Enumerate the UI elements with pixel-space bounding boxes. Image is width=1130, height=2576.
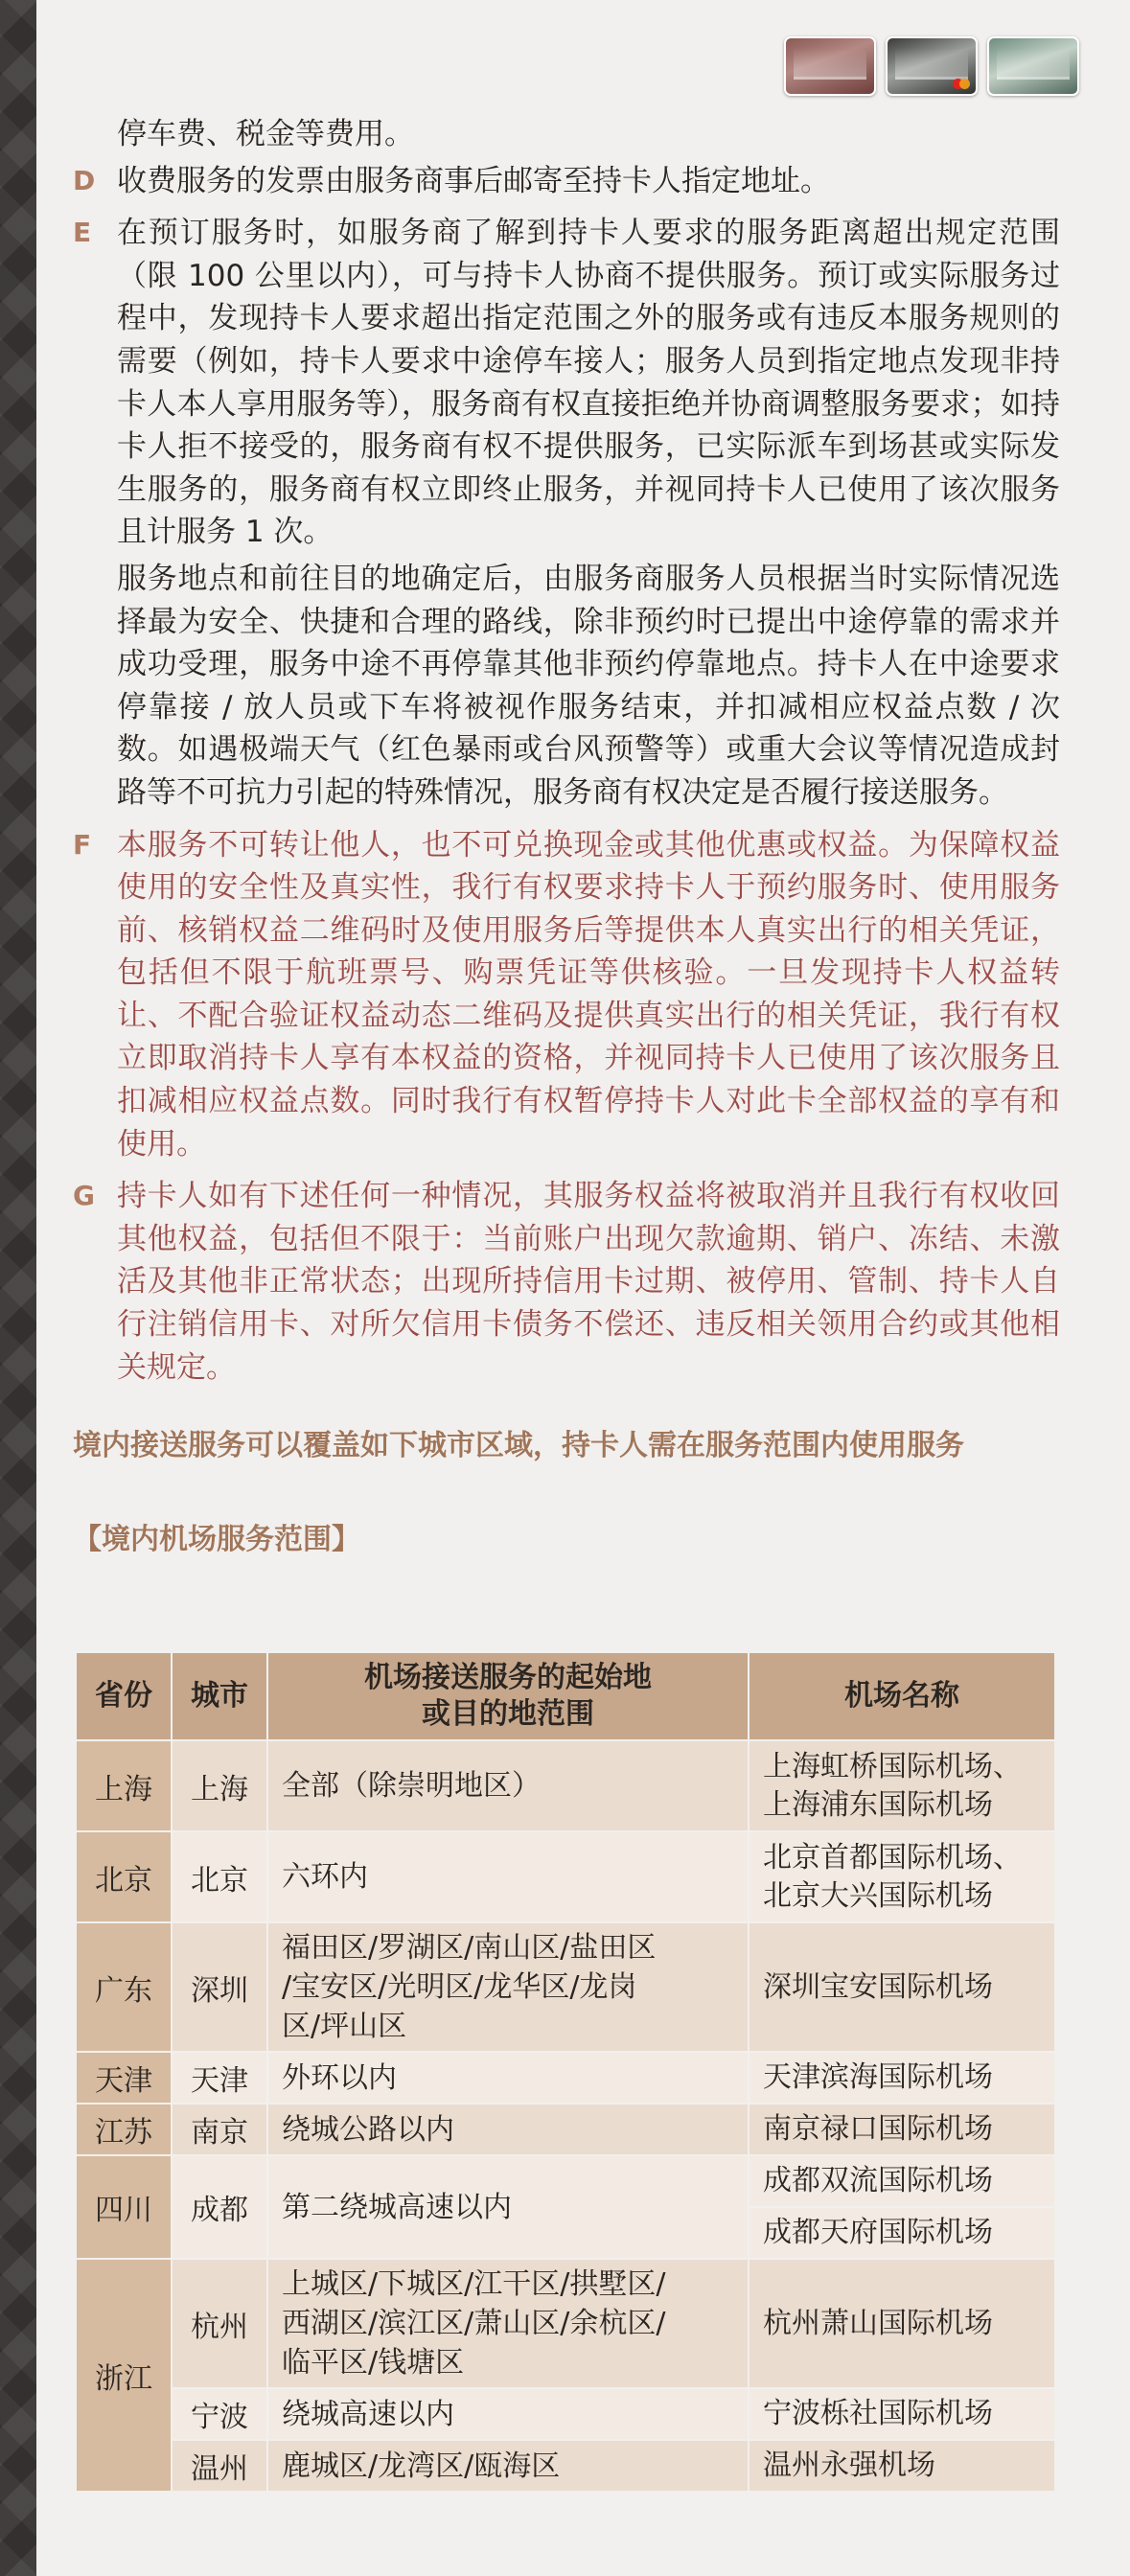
- city-cell: 深圳: [172, 1922, 267, 2052]
- area-cell: 外环以内: [267, 2052, 749, 2104]
- city-cell: 宁波: [172, 2388, 267, 2440]
- term-letter: F: [73, 828, 92, 861]
- table-row: [76, 2440, 1055, 2492]
- table-row: [76, 1740, 1055, 1831]
- term-text: 在预订服务时，如服务商了解到持卡人要求的服务距离超出规定范围（限 100 公里以内），可与持卡人协商不提供服务。预订或实际服务过程中，发现持卡人要求超出指定范围之外的服务或有违反本服务规则的需要（例如，持卡人要求中途停车接人；服务人员到指定地点发现非持卡人本人享用服务等），服务商有权直接拒绝并协商调整服务要求；如持卡人拒不接受的，服务商有权不提供服务，已实际派车到场甚或实际发生服务的，服务商有权立即终止服务，并视同持卡人已使用了该次服务且计服务 1 次。: [117, 216, 1060, 550]
- table-row: [76, 2104, 1055, 2155]
- table-row: [76, 2388, 1055, 2440]
- area-cell: 六环内: [267, 1831, 749, 1922]
- province-cell: 广东: [76, 1922, 172, 2052]
- province-cell: 天津: [76, 2052, 172, 2104]
- terms-content: [73, 113, 1060, 1557]
- credit-card-thumbnail-2: [886, 36, 978, 96]
- term-letter: G: [73, 1180, 95, 1212]
- airport-cell: 南京禄口国际机场: [749, 2104, 1055, 2155]
- header-province: 省份: [76, 1652, 172, 1740]
- table-row: [76, 1922, 1055, 2052]
- term-item-d: [73, 160, 1060, 203]
- term-item-e: [73, 212, 1060, 554]
- airport-cell: 成都天府国际机场: [749, 2207, 1055, 2259]
- table-row: [76, 2155, 1055, 2207]
- domestic-airport-scope-label: 【境内机场服务范围】: [73, 1523, 360, 1557]
- header-airport-name: 机场名称: [749, 1652, 1055, 1740]
- airport-cell: 成都双流国际机场: [749, 2155, 1055, 2207]
- term-item-g: [73, 1175, 1060, 1389]
- airport-cell: 杭州萧山国际机场: [749, 2259, 1055, 2388]
- mastercard-logo-icon: [953, 79, 970, 89]
- area-cell: 福田区/罗湖区/南山区/盐田区 /宝安区/光明区/龙华区/龙岗 区/坪山区: [267, 1922, 749, 2052]
- airport-cell: 北京首都国际机场、 北京大兴国际机场: [749, 1831, 1055, 1922]
- table-row: [76, 1831, 1055, 1922]
- term-text: 收费服务的发票由服务商事后邮寄至持卡人指定地址。: [117, 163, 830, 198]
- header-city: 城市: [172, 1652, 267, 1740]
- coverage-heading: 境内接送服务可以覆盖如下城市区域，持卡人需在服务范围内使用服务: [73, 1429, 964, 1463]
- term-letter: D: [73, 164, 96, 196]
- area-cell: 全部（除崇明地区）: [267, 1740, 749, 1831]
- province-cell: 上海: [76, 1740, 172, 1831]
- credit-card-thumbnail-3: [987, 36, 1079, 96]
- airport-cell: 上海虹桥国际机场、 上海浦东国际机场: [749, 1740, 1055, 1831]
- area-cell: 上城区/下城区/江干区/拱墅区/ 西湖区/滨江区/萧山区/余杭区/ 临平区/钱塘区: [267, 2259, 749, 2388]
- term-letter: E: [73, 217, 92, 249]
- province-cell: 北京: [76, 1831, 172, 1922]
- table-header-row: [76, 1652, 1055, 1740]
- airport-cell: 温州永强机场: [749, 2440, 1055, 2492]
- area-cell: 绕城高速以内: [267, 2388, 749, 2440]
- city-cell: 天津: [172, 2052, 267, 2104]
- decorative-side-strip: [0, 0, 36, 2576]
- city-cell: 成都: [172, 2155, 267, 2259]
- city-cell: 温州: [172, 2440, 267, 2492]
- province-cell: 四川: [76, 2155, 172, 2259]
- card-thumbnails: [784, 36, 1079, 96]
- airport-cell: 天津滨海国际机场: [749, 2052, 1055, 2104]
- area-cell: 绕城公路以内: [267, 2104, 749, 2155]
- city-cell: 上海: [172, 1740, 267, 1831]
- airport-cell: 宁波栎社国际机场: [749, 2388, 1055, 2440]
- header-service-area: 机场接送服务的起始地 或目的地范围: [267, 1652, 749, 1740]
- table-row: [76, 2052, 1055, 2104]
- intro-line: 停车费、税金等费用。: [117, 117, 414, 151]
- province-cell: 江苏: [76, 2104, 172, 2155]
- term-text: 持卡人如有下述任何一种情况，其服务权益将被取消并且我行有权收回其他权益，包括但不限于：当前账户出现欠款逾期、销户、冻结、未激活及其他非正常状态；出现所持信用卡过期、被停用、管制、持卡人自行注销信用卡、对所欠信用卡债务不偿还、违反相关领用合约或其他相关规定。: [117, 1179, 1060, 1385]
- city-cell: 杭州: [172, 2259, 267, 2388]
- airport-service-table: [75, 1651, 1056, 2493]
- table-row: [76, 2259, 1055, 2388]
- province-cell: 浙江: [76, 2259, 172, 2492]
- city-cell: 南京: [172, 2104, 267, 2155]
- city-cell: 北京: [172, 1831, 267, 1922]
- term-item-e-extra: 服务地点和前往目的地确定后，由服务商服务人员根据当时实际情况选择最为安全、快捷和合理的路线，除非预约时已提出中途停靠的需求并成功受理，服务中途不再停靠其他非预约停靠地点。持卡人在中途要求停靠接 / 放人员或下车将被视作服务结束，并扣减相应权益点数 / 次数。如遇极端天气（红色暴雨或台风预警等）或重大会议等情况造成封路等不可抗力引起的特殊情况，服务商有权决定是否履行接送服务。: [117, 561, 1060, 810]
- area-cell: 鹿城区/龙湾区/瓯海区: [267, 2440, 749, 2492]
- area-cell: 第二绕城高速以内: [267, 2155, 749, 2259]
- airport-cell: 深圳宝安国际机场: [749, 1922, 1055, 2052]
- credit-card-thumbnail-1: [784, 36, 876, 96]
- term-item-f: [73, 824, 1060, 1166]
- term-text: 本服务不可转让他人，也不可兑换现金或其他优惠或权益。为保障权益使用的安全性及真实性，我行有权要求持卡人于预约服务时、使用服务前、核销权益二维码时及使用服务后等提供本人真实出行的相关凭证，包括但不限于航班票号、购票凭证等供核验。一旦发现持卡人权益转让、不配合验证权益动态二维码及提供真实出行的相关凭证，我行有权立即取消持卡人享有本权益的资格，并视同持卡人已使用了该次服务且扣减相应权益点数。同时我行有权暂停持卡人对此卡全部权益的享有和使用。: [117, 827, 1060, 1162]
